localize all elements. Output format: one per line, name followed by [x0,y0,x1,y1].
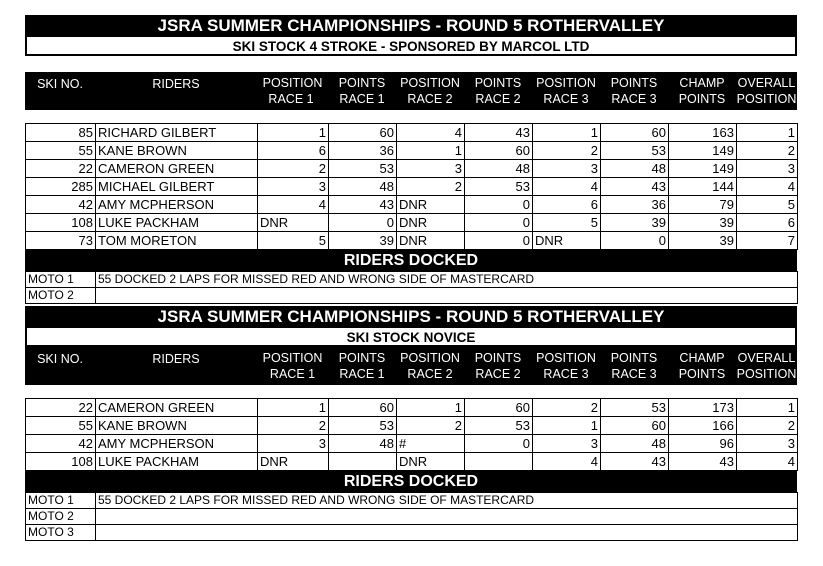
header-points-race-1: POINTS RACE 1 [338,76,386,106]
rider-name: TOM MORETON [96,232,258,250]
table-row [26,435,798,453]
position-race-3: 5 [533,214,601,232]
points-race-2: 0 [465,435,533,453]
section-subtitle: SKI STOCK 4 STROKE - SPONSORED BY MARCOL LTD [25,37,797,56]
riders-docked-heading: RIDERS DOCKED [25,250,797,271]
table-row [26,124,798,142]
points-race-3: 48 [601,435,669,453]
points-race-3: 43 [601,178,669,196]
moto-note [96,509,798,525]
ski-no: 22 [26,160,96,178]
points-race-1: 0 [329,214,397,232]
section-stock-4-stroke [25,15,797,304]
section-subtitle: SKI STOCK NOVICE [25,328,797,347]
table-row [26,417,798,435]
header-position-race-3: POSITION RACE 3 [536,351,596,381]
overall-position: 3 [737,160,798,178]
riders-docked-heading: RIDERS DOCKED [25,471,797,492]
rider-name: LUKE PACKHAM [96,453,258,471]
position-race-3: 3 [533,160,601,178]
position-race-2: 1 [397,399,465,417]
rider-name: RICHARD GILBERT [96,124,258,142]
points-race-2: 60 [465,399,533,417]
header-riders: RIDERS [152,77,200,91]
ski-no: 22 [26,399,96,417]
rider-name: AMY MCPHERSON [96,196,258,214]
points-race-3: 39 [601,214,669,232]
points-race-1: 36 [329,142,397,160]
header-points-race-2: POINTS RACE 2 [474,351,522,381]
points-race-3: 53 [601,142,669,160]
points-race-2: 48 [465,160,533,178]
table-row [26,453,798,471]
points-race-1: 48 [329,178,397,196]
rider-name: KANE BROWN [96,417,258,435]
points-race-1: 53 [329,160,397,178]
position-race-1: 4 [258,196,329,214]
position-race-1: 1 [258,124,329,142]
header-position-race-1: POSITION RACE 1 [262,351,323,381]
champ-points: 166 [669,417,737,435]
header-champ-points: CHAMP POINTS [678,76,726,106]
position-race-3: 2 [533,142,601,160]
ski-no: 55 [26,142,96,160]
position-race-2: DNR [397,453,465,471]
section-title: JSRA SUMMER CHAMPIONSHIPS - ROUND 5 ROTHERVALLEY [25,15,797,37]
moto-row [26,272,798,288]
points-race-2: 60 [465,142,533,160]
header-position-race-1: POSITION RACE 1 [262,76,323,106]
rider-name: KANE BROWN [96,142,258,160]
moto-note: 55 DOCKED 2 LAPS FOR MISSED RED AND WRONG SIDE OF MASTERCARD [96,493,798,509]
position-race-1: 2 [258,160,329,178]
section-title: JSRA SUMMER CHAMPIONSHIPS - ROUND 5 ROTHERVALLEY [25,306,797,328]
moto-notes-table [25,492,798,541]
champ-points: 39 [669,214,737,232]
column-headers [25,72,797,110]
position-race-2: 2 [397,178,465,196]
rider-name: MICHAEL GILBERT [96,178,258,196]
position-race-1: DNR [258,214,329,232]
table-row [26,196,798,214]
position-race-2: 3 [397,160,465,178]
points-race-1: 53 [329,417,397,435]
points-race-2 [465,453,533,471]
results-table [25,123,798,250]
header-ski-no: SKI NO. [37,77,83,91]
position-race-1: 3 [258,178,329,196]
header-position-race-2: POSITION RACE 2 [400,76,460,106]
ski-no: 55 [26,417,96,435]
position-race-3: 1 [533,124,601,142]
points-race-1 [329,453,397,471]
moto-label: MOTO 3 [26,525,96,541]
section-stock-novice [25,306,797,541]
position-race-1: 3 [258,435,329,453]
points-race-3: 0 [601,232,669,250]
overall-position: 5 [737,196,798,214]
champ-points: 43 [669,453,737,471]
moto-label: MOTO 2 [26,288,96,304]
points-race-3: 36 [601,196,669,214]
points-race-1: 60 [329,399,397,417]
overall-position: 2 [737,417,798,435]
moto-note: 55 DOCKED 2 LAPS FOR MISSED RED AND WRONG SIDE OF MASTERCARD [96,272,798,288]
moto-label: MOTO 1 [26,272,96,288]
overall-position: 6 [737,214,798,232]
champ-points: 144 [669,178,737,196]
overall-position: 2 [737,142,798,160]
overall-position: 4 [737,178,798,196]
position-race-1: 2 [258,417,329,435]
table-row [26,232,798,250]
table-row [26,160,798,178]
results-table [25,398,798,471]
ski-no: 108 [26,453,96,471]
points-race-2: 0 [465,214,533,232]
champ-points: 149 [669,160,737,178]
points-race-3: 53 [601,399,669,417]
points-race-3: 43 [601,453,669,471]
position-race-2: DNR [397,232,465,250]
position-race-3: 4 [533,453,601,471]
points-race-2: 53 [465,178,533,196]
column-headers [25,347,797,385]
position-race-3: 6 [533,196,601,214]
points-race-1: 60 [329,124,397,142]
table-row [26,142,798,160]
header-position-race-3: POSITION RACE 3 [536,76,596,106]
position-race-1: 1 [258,399,329,417]
header-points-race-3: POINTS RACE 3 [610,76,658,106]
header-overall-position: OVERALL POSITION [736,351,797,381]
position-race-2: DNR [397,214,465,232]
points-race-2: 43 [465,124,533,142]
points-race-2: 0 [465,196,533,214]
position-race-3: 4 [533,178,601,196]
ski-no: 285 [26,178,96,196]
ski-no: 42 [26,196,96,214]
ski-no: 42 [26,435,96,453]
position-race-2: 2 [397,417,465,435]
position-race-3: DNR [533,232,601,250]
champ-points: 149 [669,142,737,160]
points-race-3: 60 [601,124,669,142]
position-race-1: DNR [258,453,329,471]
header-champ-points: CHAMP POINTS [678,351,726,381]
ski-no: 108 [26,214,96,232]
overall-position: 1 [737,399,798,417]
table-row [26,178,798,196]
moto-note [96,525,798,541]
results-sheet [25,15,797,541]
points-race-3: 60 [601,417,669,435]
overall-position: 3 [737,435,798,453]
champ-points: 96 [669,435,737,453]
header-overall-position: OVERALL POSITION [736,76,797,106]
ski-no: 73 [26,232,96,250]
position-race-3: 3 [533,435,601,453]
position-race-2: # [397,435,465,453]
overall-position: 7 [737,232,798,250]
moto-label: MOTO 2 [26,509,96,525]
rider-name: CAMERON GREEN [96,399,258,417]
champ-points: 163 [669,124,737,142]
champ-points: 173 [669,399,737,417]
overall-position: 4 [737,453,798,471]
table-row [26,399,798,417]
rider-name: CAMERON GREEN [96,160,258,178]
moto-row [26,288,798,304]
moto-label: MOTO 1 [26,493,96,509]
points-race-1: 43 [329,196,397,214]
position-race-2: DNR [397,196,465,214]
champ-points: 39 [669,232,737,250]
position-race-2: 1 [397,142,465,160]
header-ski-no: SKI NO. [37,352,83,366]
champ-points: 79 [669,196,737,214]
overall-position: 1 [737,124,798,142]
position-race-3: 1 [533,417,601,435]
points-race-2: 53 [465,417,533,435]
rider-name: AMY MCPHERSON [96,435,258,453]
points-race-1: 48 [329,435,397,453]
table-row [26,214,798,232]
moto-row [26,509,798,525]
points-race-3: 48 [601,160,669,178]
position-race-1: 6 [258,142,329,160]
points-race-1: 39 [329,232,397,250]
moto-row [26,525,798,541]
header-points-race-2: POINTS RACE 2 [474,76,522,106]
header-position-race-2: POSITION RACE 2 [400,351,460,381]
header-points-race-3: POINTS RACE 3 [610,351,658,381]
position-race-1: 5 [258,232,329,250]
header-riders: RIDERS [152,352,200,366]
ski-no: 85 [26,124,96,142]
moto-note [96,288,798,304]
header-points-race-1: POINTS RACE 1 [338,351,386,381]
position-race-2: 4 [397,124,465,142]
rider-name: LUKE PACKHAM [96,214,258,232]
points-race-2: 0 [465,232,533,250]
position-race-3: 2 [533,399,601,417]
moto-notes-table [25,271,798,304]
moto-row [26,493,798,509]
